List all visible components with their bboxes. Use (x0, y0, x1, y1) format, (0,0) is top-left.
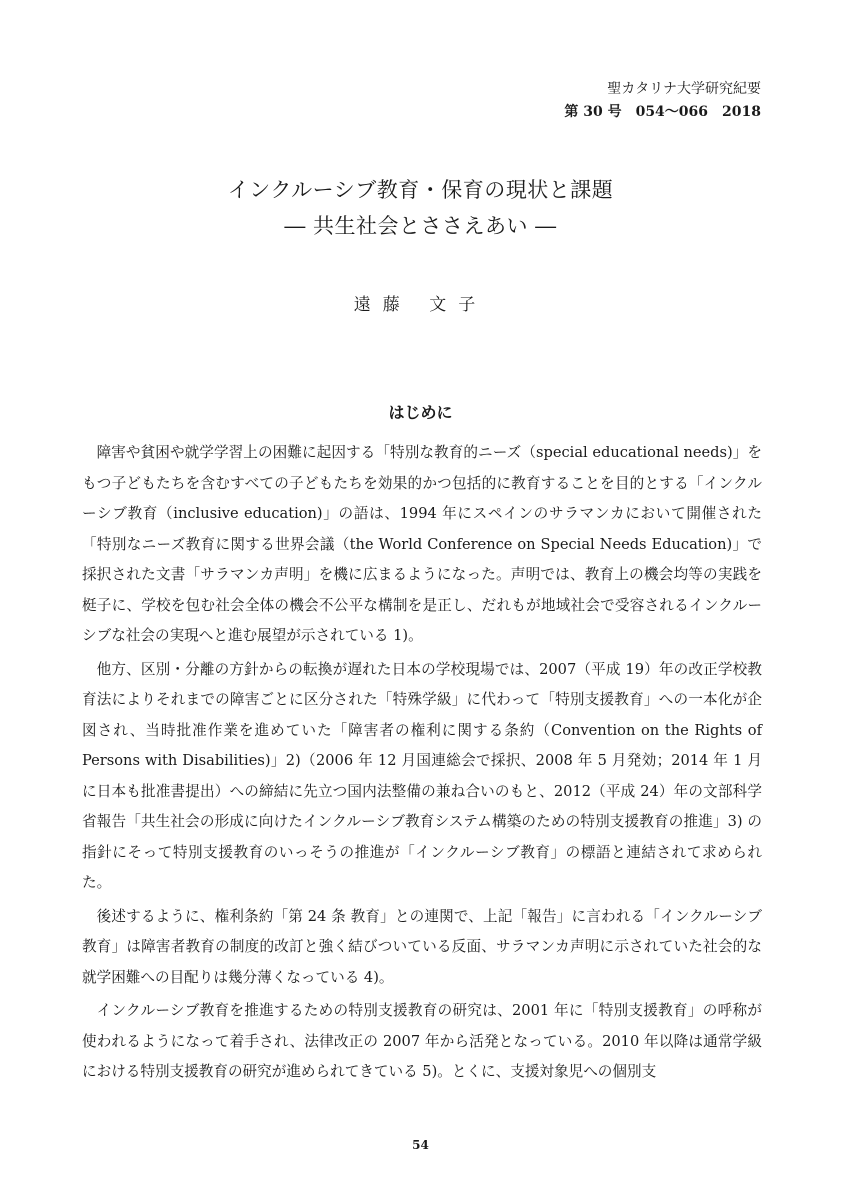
page-number: 54 (412, 1138, 429, 1152)
journal-header (564, 78, 761, 124)
article-title-block (0, 172, 841, 244)
author-name: 遠藤 文子 (353, 295, 488, 315)
paragraph: 後述するように、権利条約「第 24 条 教育」との連関で、上記「報告」に言われる「インクルーシブ教育」は障害者教育の制度的改訂と強く結びついている反面、サラマンカ声明に示されていた社会的な就学困難への目配りは幾分薄くなっている 4)。 (82, 907, 762, 986)
journal-issue: 第 30 号 054〜066 2018 (564, 104, 761, 120)
paragraph: 障害や貧困や就学学習上の困難に起因する「特別な教育的ニーズ（special educational needs)」をもつ子どもたちを含むすべての子どもたちを効果的かつ包括的に教育することを目的とする「インクルーシブ教育（inclusive education)」の語は、1994 年にスペインのサラマンカにおいて開催された「特別なニーズ教育に関する世界会議（the World Conference on Special Needs Education)」で採択された文書「サラマンカ声明」を機に広まるようになった。声明では、教育上の機会均等の実践を梃子に、学校を包む社会全体の機会不公平な構制を是正し、だれもが地域社会で受容されるインクルーシブな社会の実現へと進む展望が示されている 1)。 (82, 444, 762, 644)
paragraph: 他方、区別・分離の方針からの転換が遅れた日本の学校現場では、2007（平成 19）年の改正学校教育法によりそれまでの障害ごとに区分された「特殊学級」に代わって「特別支援教育」への一本化が企図され、当時批准作業を進めていた「障害者の権利に関する条約（Convention on the Rights of Persons with Disabilities)」2)（2006 年 12 月国連総会で採択、2008 年 5 月発効；2014 年 1 月に日本も批准書提出）への締結に先立つ国内法整備の兼ね合いのもと、2012（平成 24）年の文部科学省報告「共生社会の形成に向けたインクルーシブ教育システム構築のための特別支援教育の推進」3) の指針にそって特別支援教育のいっそうの推進が「インクルーシブ教育」の標語と連結されて求められた。 (82, 660, 762, 891)
body-text (82, 438, 762, 1091)
paragraph: インクルーシブ教育を推進するための特別支援教育の研究は、2001 年に「特別支援教育」の呼称が使われるようになって着手され、法律改正の 2007 年から活発となっている。2010 年以降は通常学級における特別支援教育の研究が進められてきている 5)。とくに、支援対象児への個別支 (82, 1002, 762, 1080)
article-subtitle: ― 共生社会とささえあい ― (284, 214, 557, 238)
section-heading: はじめに (388, 403, 453, 422)
article-title: インクルーシブ教育・保育の現状と課題 (227, 178, 614, 202)
journal-name: 聖カタリナ大学研究紀要 (607, 81, 761, 97)
